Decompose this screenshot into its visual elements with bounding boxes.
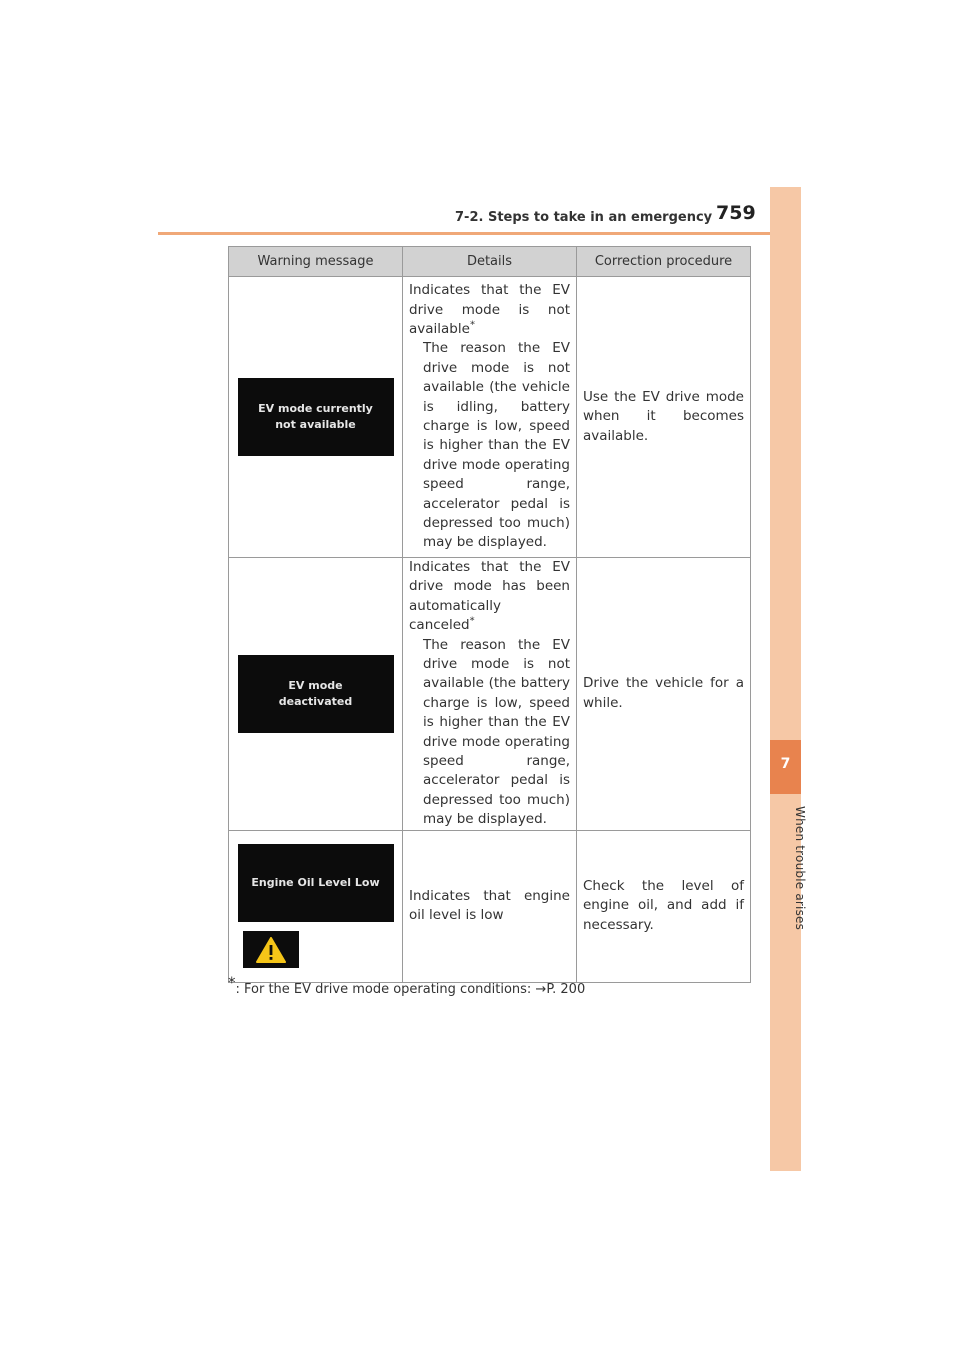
details-main: Indicates that the EV drive mode has been automatically canceled [409, 559, 570, 634]
correction-cell: Check the level of engine oil, and add if necessary. [577, 830, 751, 982]
warning-message-cell [229, 277, 403, 558]
footnote-marker: * [469, 319, 475, 331]
details-main: Indicates that the EV drive mode is not available [409, 282, 570, 337]
correction-cell: Drive the vehicle for a while. [577, 558, 751, 831]
section-title: 7-2. Steps to take in an emergency [455, 210, 713, 225]
display-ev-mode-deactivated: EV mode deactivated [238, 655, 394, 733]
header-warning-message: Warning message [229, 247, 403, 277]
footnote-text: : For the EV drive mode operating conditions: →P. 200 [235, 982, 586, 997]
page-number: 759 [716, 202, 756, 224]
table-row [229, 558, 751, 831]
details-reason: The reason the EV drive mode is not available (the battery charge is low, speed is higher than the EV drive mode operating speed range, accelerator pedal is depressed too much) may be displayed. [423, 636, 570, 828]
details-cell [403, 558, 577, 831]
header-details: Details [403, 247, 577, 277]
warning-triangle-icon [256, 937, 286, 963]
header-rule [158, 232, 800, 235]
details-cell [403, 277, 577, 558]
warning-message-cell [229, 558, 403, 831]
details-cell: Indicates that engine oil level is low [403, 830, 577, 982]
footnote-marker: * [228, 973, 236, 992]
footnote-marker: * [469, 615, 475, 627]
table-row [229, 830, 751, 982]
chapter-side-band [770, 187, 801, 1171]
table-row [229, 277, 751, 558]
correction-cell: Use the EV drive mode when it becomes available. [577, 277, 751, 558]
warning-light-box [243, 931, 299, 968]
display-ev-mode-unavailable: EV mode currently not available [238, 378, 394, 456]
warning-message-table [228, 246, 751, 983]
chapter-number: 7 [780, 756, 791, 772]
warning-message-cell [229, 830, 403, 982]
header-correction-procedure: Correction procedure [577, 247, 751, 277]
display-engine-oil-level-low: Engine Oil Level Low [238, 844, 394, 922]
chapter-title: When trouble arises [793, 806, 807, 931]
details-reason: The reason the EV drive mode is not available (the vehicle is idling, battery charge is low, speed is higher than the EV drive mode operating speed range, accelerator pedal is depressed too much) may be displayed. [423, 340, 570, 551]
table-header-row [229, 247, 751, 277]
footnote [228, 973, 586, 997]
